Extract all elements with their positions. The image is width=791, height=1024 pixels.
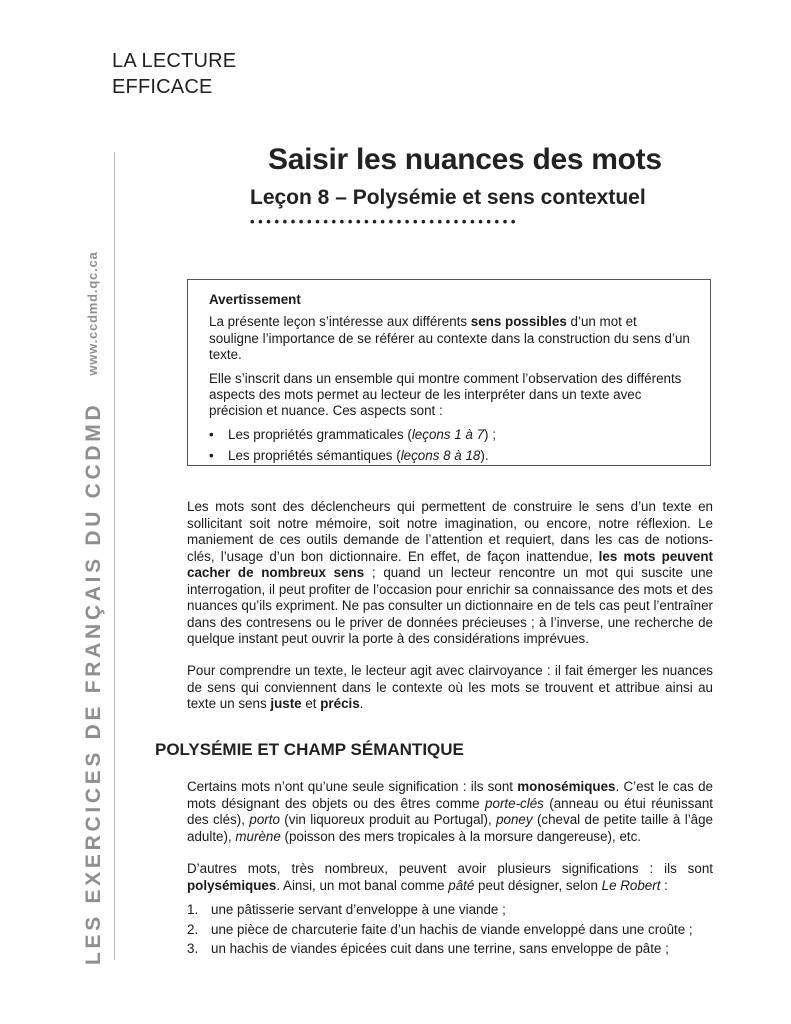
side-divider	[114, 152, 115, 960]
aspects-list-item: • Les propriétés sémantiques (leçons 8 à 18).	[209, 448, 489, 464]
bullet-icon: •	[209, 448, 214, 464]
page-title: Saisir les nuances des mots	[268, 143, 662, 176]
aspects-list-item: • Les propriétés grammaticales (leçons 1 à 7) ;	[209, 426, 496, 442]
body-paragraph-2: Pour comprendre un texte, le lecteur agit avec clairvoyance : il fait émerger les nuances de sens qui conviennent dans le contexte où les mots se trouvent et attribue ainsi au texte un sens juste et précis.	[187, 663, 713, 711]
collection-title	[112, 48, 236, 100]
bullet-icon: •	[209, 426, 214, 442]
website-url: www.ccdmd.qc.ca	[85, 251, 100, 376]
definitions-list	[187, 902, 713, 961]
list-number: 1.	[187, 902, 199, 917]
collection-title-line1: LA LECTURE	[112, 50, 237, 72]
body-paragraph-4: D’autres mots, très nombreux, peuvent avoir plusieurs significations : ils sont polysémiques. Ainsi, un mot banal comme pâté peut désigner, selon Le Robert :	[187, 861, 713, 893]
aspects-list	[209, 427, 690, 465]
list-number: 3.	[187, 941, 199, 956]
warning-heading: Avertissement	[209, 292, 301, 307]
dotted-separator: •••••••••••••••••••••••••••••••••	[250, 214, 519, 229]
warning-paragraph-2: Elle s’inscrit dans un ensemble qui montre comment l’observation des différents aspects des mots permet au lecteur de les interpréter dans un texte avec précision et nuance. Ces aspects sont :	[209, 370, 682, 419]
list-number: 2.	[187, 921, 199, 937]
series-name: LES EXERCICES DE FRANÇAIS DU CCDMD	[82, 401, 105, 965]
section-heading: POLYSÉMIE ET CHAMP SÉMANTIQUE	[155, 740, 464, 759]
list-text: une pièce de charcuterie faite d’un hachis de viande enveloppé dans une croûte ;	[211, 921, 693, 937]
list-text: une pâtisserie servant d’enveloppe à une viande ;	[211, 902, 506, 917]
list-item	[187, 902, 713, 919]
collection-title-line2: EFFICACE	[112, 76, 213, 98]
list-item	[187, 922, 713, 939]
lesson-subtitle: Leçon 8 – Polysémie et sens contextuel	[250, 186, 646, 209]
list-text: un hachis de viandes épicées cuit dans une terrine, sans enveloppe de pâte ;	[211, 941, 669, 956]
list-item	[187, 941, 713, 958]
body-paragraph-3: Certains mots n’ont qu’une seule signification : ils sont monosémiques. C’est le cas de mots désignant des objets ou des êtres comme porte-clés (anneau ou étui réunissant des clés), porto (vin liquoreux produit au Portugal), poney (cheval de petite taille à l’âge adulte), murène (poisson des mers tropicales à la morsure dangereuse), etc.	[187, 779, 714, 844]
warning-box	[187, 279, 711, 466]
side-banner	[82, 251, 106, 965]
body-paragraph-1: Les mots sont des déclencheurs qui permettent de construire le sens d’un texte en sollicitant soit notre mémoire, soit notre imagination, ou encore, notre réflexion. Le maniement de ces outils demande de l’attention et requiert, dans les cas de notions-clés, l’usage d’un bon dictionnaire. En effet, de façon inattendue, les mots peuvent cacher de nombreux sens ; quand un lecteur rencontre un mot qui suscite une interrogation, il peut profiter de l’occasion pour enrichir sa connaissance des mots et des nuances qu’ils expriment. Ne pas consulter un dictionnaire en de tels cas peut l’entraîner dans des contresens ou le priver de données précieuses ; à l’inverse, une recherche de quelque instant peut ouvrir la porte à des considérations imprévues.	[187, 499, 713, 646]
warning-paragraph-1: La présente leçon s’intéresse aux différents sens possibles d’un mot et souligne l’importance de se référer au contexte dans la construction du sens d’un texte.	[209, 314, 690, 363]
